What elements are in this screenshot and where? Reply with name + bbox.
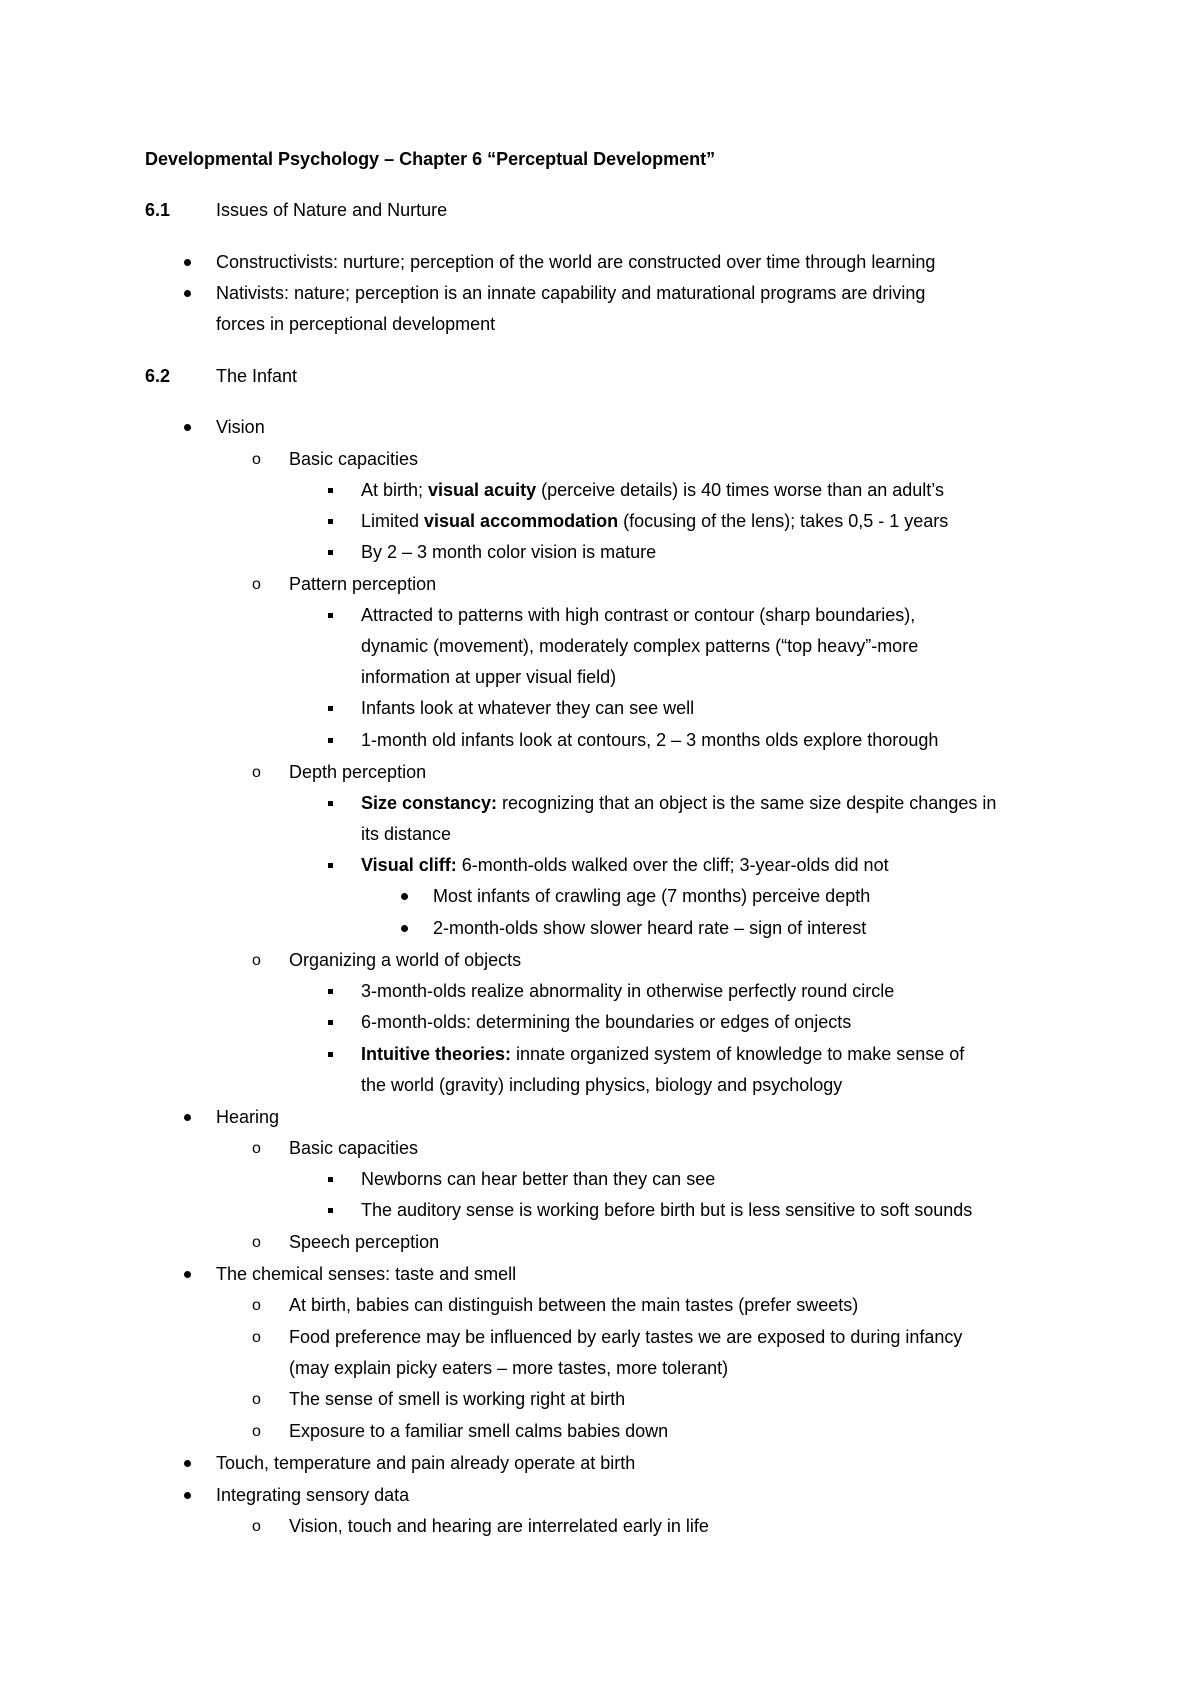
list-item-continuation: the world (gravity) including physics, biology and psychology (361, 1075, 843, 1095)
bullet-icon (401, 893, 408, 900)
term: Intuitive theories: (361, 1044, 512, 1064)
text: (perceive details) is 40 times worse than an adult’s (536, 480, 944, 500)
circle-bullet-icon: o (252, 1140, 261, 1157)
term: visual accommodation (424, 511, 619, 531)
section-number-6-1: 6.1 (145, 200, 171, 220)
square-bullet-icon (328, 1208, 333, 1213)
list-item: 1-month old infants look at contours, 2 – 3 months olds explore thorough (361, 730, 939, 750)
square-bullet-icon (328, 706, 333, 711)
list-item: Organizing a world of objects (289, 950, 522, 970)
list-item: Speech perception (289, 1232, 440, 1252)
list-item: At birth, babies can distinguish between the main tastes (prefer sweets) (289, 1295, 859, 1315)
list-item: Vision, touch and hearing are interrelated early in life (289, 1516, 709, 1536)
list-item: Newborns can hear better than they can see (361, 1169, 716, 1189)
list-item-integrating: Integrating sensory data (216, 1485, 410, 1505)
term: visual acuity (428, 480, 537, 500)
list-item-continuation: (may explain picky eaters – more tastes, more tolerant) (289, 1358, 729, 1378)
list-item: 6-month-olds: determining the boundaries or edges of onjects (361, 1012, 852, 1032)
section-heading-6-2: The Infant (216, 366, 298, 386)
bullet-icon (184, 259, 191, 266)
list-item (361, 790, 996, 816)
list-item (361, 1041, 964, 1067)
list-item: Constructivists: nurture; perception of the world are constructed over time through learning (216, 252, 936, 272)
list-item-continuation: information at upper visual field) (361, 667, 617, 687)
square-bullet-icon (328, 519, 333, 524)
list-item-vision: Vision (216, 417, 265, 437)
list-item (361, 508, 948, 534)
list-item: Basic capacities (289, 1138, 419, 1158)
square-bullet-icon (328, 488, 333, 493)
circle-bullet-icon: o (252, 1329, 261, 1346)
section-number-6-2: 6.2 (145, 366, 171, 386)
list-item (361, 852, 889, 878)
bullet-icon (401, 925, 408, 932)
circle-bullet-icon: o (252, 1297, 261, 1314)
section-heading-6-1: Issues of Nature and Nurture (216, 200, 448, 220)
bullet-icon (184, 1492, 191, 1499)
square-bullet-icon (328, 550, 333, 555)
text: At birth; (361, 480, 429, 500)
text: innate organized system of knowledge to make sense of (511, 1044, 965, 1064)
square-bullet-icon (328, 801, 333, 806)
text: (focusing of the lens); takes 0,5 - 1 years (618, 511, 949, 531)
list-item-continuation: its distance (361, 824, 452, 844)
text: 6-month-olds walked over the cliff; 3-year-olds did not (456, 855, 889, 875)
list-item (361, 477, 944, 503)
list-item: By 2 – 3 month color vision is mature (361, 542, 657, 562)
list-item-touch: Touch, temperature and pain already operate at birth (216, 1453, 636, 1473)
list-item: The sense of smell is working right at birth (289, 1389, 626, 1409)
circle-bullet-icon: o (252, 451, 261, 468)
text: recognizing that an object is the same size despite changes in (497, 793, 997, 813)
list-item-continuation: dynamic (movement), moderately complex patterns (“top heavy”-more (361, 636, 919, 656)
list-item: The auditory sense is working before birth but is less sensitive to soft sounds (361, 1200, 973, 1220)
list-item: Infants look at whatever they can see well (361, 698, 695, 718)
square-bullet-icon (328, 1177, 333, 1182)
list-item: Basic capacities (289, 449, 419, 469)
list-item: Attracted to patterns with high contrast or contour (sharp boundaries), (361, 605, 916, 625)
square-bullet-icon (328, 1052, 333, 1057)
square-bullet-icon (328, 989, 333, 994)
list-item: 3-month-olds realize abnormality in otherwise perfectly round circle (361, 981, 895, 1001)
bullet-icon (184, 1114, 191, 1121)
list-item-hearing: Hearing (216, 1107, 280, 1127)
circle-bullet-icon: o (252, 1391, 261, 1408)
bullet-icon (184, 1271, 191, 1278)
bullet-icon (184, 424, 191, 431)
document-title: Developmental Psychology – Chapter 6 “Perceptual Development” (145, 149, 716, 169)
circle-bullet-icon: o (252, 576, 261, 593)
list-item: 2-month-olds show slower heard rate – sign of interest (433, 918, 867, 938)
circle-bullet-icon: o (252, 764, 261, 781)
list-item: Food preference may be influenced by early tastes we are exposed to during infancy (289, 1327, 963, 1347)
term: Size constancy: (361, 793, 498, 813)
circle-bullet-icon: o (252, 1234, 261, 1251)
text: Limited (361, 511, 425, 531)
square-bullet-icon (328, 1020, 333, 1025)
circle-bullet-icon: o (252, 1518, 261, 1535)
list-item: Exposure to a familiar smell calms babies down (289, 1421, 669, 1441)
square-bullet-icon (328, 863, 333, 868)
square-bullet-icon (328, 738, 333, 743)
bullet-icon (184, 290, 191, 297)
list-item: Most infants of crawling age (7 months) perceive depth (433, 886, 871, 906)
circle-bullet-icon: o (252, 1423, 261, 1440)
term: Visual cliff: (361, 855, 457, 875)
list-item: Depth perception (289, 762, 427, 782)
square-bullet-icon (328, 613, 333, 618)
bullet-icon (184, 1460, 191, 1467)
list-item-continuation: forces in perceptional development (216, 314, 496, 334)
list-item: Nativists: nature; perception is an innate capability and maturational programs are driving (216, 283, 926, 303)
list-item: Pattern perception (289, 574, 437, 594)
circle-bullet-icon: o (252, 952, 261, 969)
list-item-chemical-senses: The chemical senses: taste and smell (216, 1264, 517, 1284)
